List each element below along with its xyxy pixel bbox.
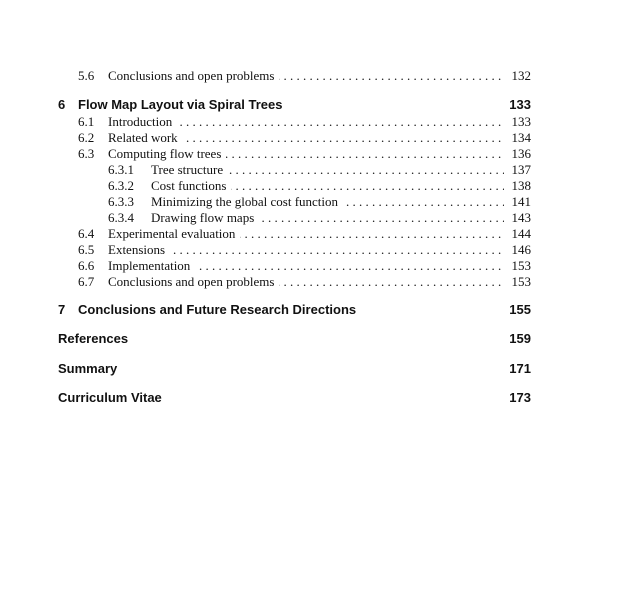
chapter-title: Summary <box>58 361 118 376</box>
section-number: 6.6 <box>78 258 95 273</box>
section-number: 6.7 <box>78 274 95 289</box>
subsection-number: 6.3.1 <box>108 162 134 177</box>
chapter-number: 7 <box>58 302 66 317</box>
page-number: 155 <box>509 302 531 317</box>
page-number: 159 <box>509 331 531 346</box>
toc-entry-5-6[interactable] <box>0 67 629 85</box>
toc-curriculum-vitae[interactable] <box>0 389 629 407</box>
page-number: 146 <box>511 242 531 257</box>
toc-chapter-6[interactable] <box>0 96 629 114</box>
chapter-title: References <box>58 331 129 346</box>
section-title: Computing flow trees <box>108 145 226 163</box>
section-title: Conclusions and open problems <box>108 67 279 85</box>
page-number: 133 <box>509 97 531 112</box>
chapter-title: Curriculum Vitae <box>58 390 162 405</box>
page-number: 132 <box>511 68 531 83</box>
subsection-number: 6.3.3 <box>108 194 134 209</box>
section-number: 5.6 <box>78 68 95 83</box>
section-title: Implementation <box>108 257 195 275</box>
page-number: 141 <box>511 194 531 209</box>
page-number: 133 <box>511 114 531 129</box>
page-number: 144 <box>511 226 531 241</box>
section-title: Related work <box>108 129 183 147</box>
toc-references[interactable] <box>0 330 629 348</box>
page-number: 138 <box>511 178 531 193</box>
section-number: 6.5 <box>78 242 95 257</box>
page-number: 153 <box>511 258 531 273</box>
page-number: 136 <box>511 146 531 161</box>
section-number: 6.4 <box>78 226 95 241</box>
page-number: 134 <box>511 130 531 145</box>
page-number: 153 <box>511 274 531 289</box>
section-title: Experimental evaluation <box>108 225 240 243</box>
subsection-title: Drawing flow maps <box>151 209 259 227</box>
subsection-title: Cost functions <box>151 177 231 195</box>
subsection-number: 6.3.4 <box>108 210 134 225</box>
section-title: Introduction <box>108 113 177 131</box>
section-number: 6.3 <box>78 146 95 161</box>
toc-entry-6-7[interactable] <box>0 273 629 291</box>
section-number: 6.1 <box>78 114 95 129</box>
toc-chapter-7[interactable] <box>0 301 629 319</box>
section-title: Conclusions and open problems <box>108 273 279 291</box>
page-number: 173 <box>509 390 531 405</box>
toc-summary[interactable] <box>0 360 629 378</box>
chapter-title: Conclusions and Future Research Directions <box>78 302 357 317</box>
page-number: 143 <box>511 210 531 225</box>
subsection-title: Tree structure <box>151 161 228 179</box>
page-number: 171 <box>509 361 531 376</box>
chapter-title: Flow Map Layout via Spiral Trees <box>78 97 283 112</box>
section-title: Extensions <box>108 241 170 259</box>
page-number: 137 <box>511 162 531 177</box>
section-number: 6.2 <box>78 130 95 145</box>
chapter-number: 6 <box>58 97 66 112</box>
subsection-number: 6.3.2 <box>108 178 134 193</box>
subsection-title: Minimizing the global cost function <box>151 193 343 211</box>
